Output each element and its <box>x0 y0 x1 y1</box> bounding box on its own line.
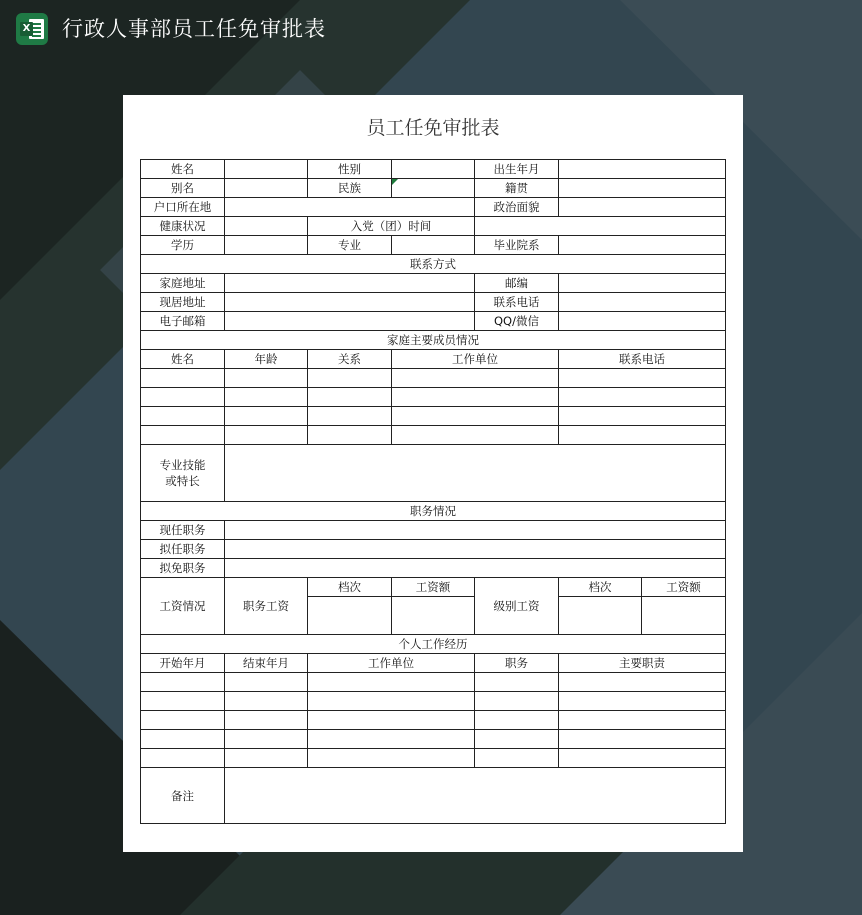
table-cell[interactable] <box>308 407 392 426</box>
section-header-row <box>141 635 726 654</box>
label-skills: 专业技能 或特长 <box>141 445 225 502</box>
table-cell[interactable] <box>225 730 308 749</box>
table-cell[interactable] <box>475 711 559 730</box>
work-col-start: 开始年月 <box>141 654 225 673</box>
label-remarks: 备注 <box>141 768 225 824</box>
input-skills[interactable] <box>225 445 726 502</box>
work-col-position: 职务 <box>475 654 559 673</box>
input-political-status[interactable] <box>559 198 726 217</box>
input-phone[interactable] <box>559 293 726 312</box>
excel-icon: X <box>16 13 48 45</box>
section-work-history: 个人工作经历 <box>141 635 726 654</box>
table-cell[interactable] <box>308 388 392 407</box>
window-title: 行政人事部员工任免审批表 <box>62 17 326 41</box>
table-cell[interactable] <box>308 692 475 711</box>
table-cell[interactable] <box>225 369 308 388</box>
label-position-grade: 档次 <box>308 578 392 597</box>
table-cell[interactable] <box>559 692 726 711</box>
input-education[interactable] <box>225 236 308 255</box>
table-row <box>141 559 726 578</box>
label-qq-wechat: QQ/微信 <box>475 312 559 331</box>
table-cell[interactable] <box>141 749 225 768</box>
family-col-phone: 联系电话 <box>559 350 726 369</box>
table-cell[interactable] <box>559 673 726 692</box>
table-row <box>141 293 726 312</box>
input-ethnicity[interactable] <box>392 179 475 198</box>
work-row <box>141 711 726 730</box>
table-cell[interactable] <box>141 388 225 407</box>
table-cell[interactable] <box>559 426 726 445</box>
table-row <box>141 768 726 824</box>
table-cell[interactable] <box>308 369 392 388</box>
input-health[interactable] <box>225 217 308 236</box>
label-political-status: 政治面貌 <box>475 198 559 217</box>
approval-form-table <box>140 159 726 824</box>
table-row <box>141 236 726 255</box>
family-row <box>141 388 726 407</box>
table-row <box>141 274 726 293</box>
input-party-join-time[interactable] <box>475 217 726 236</box>
table-row <box>141 198 726 217</box>
family-col-workplace: 工作单位 <box>392 350 559 369</box>
label-gender: 性别 <box>308 160 392 179</box>
document-page <box>123 95 743 852</box>
table-cell[interactable] <box>475 749 559 768</box>
input-level-amount[interactable] <box>642 597 726 635</box>
table-cell[interactable] <box>225 426 308 445</box>
column-header-row <box>141 350 726 369</box>
work-col-end: 结束年月 <box>225 654 308 673</box>
table-row <box>141 312 726 331</box>
section-family: 家庭主要成员情况 <box>141 331 726 350</box>
table-row <box>141 445 726 502</box>
section-contact: 联系方式 <box>141 255 726 274</box>
input-email[interactable] <box>225 312 475 331</box>
table-row <box>141 540 726 559</box>
table-cell[interactable] <box>308 711 475 730</box>
family-row <box>141 407 726 426</box>
section-position: 职务情况 <box>141 502 726 521</box>
table-cell[interactable] <box>141 692 225 711</box>
family-row <box>141 369 726 388</box>
table-cell[interactable] <box>308 426 392 445</box>
cell-comment-marker <box>392 179 398 185</box>
label-level-salary: 级别工资 <box>475 578 559 635</box>
work-row <box>141 749 726 768</box>
label-ethnicity: 民族 <box>308 179 392 198</box>
family-col-relation: 关系 <box>308 350 392 369</box>
label-health: 健康状况 <box>141 217 225 236</box>
work-row <box>141 673 726 692</box>
table-cell[interactable] <box>141 730 225 749</box>
table-row <box>141 217 726 236</box>
input-proposed-remove[interactable] <box>225 559 726 578</box>
table-cell[interactable] <box>308 749 475 768</box>
label-position-salary: 职务工资 <box>225 578 308 635</box>
work-row <box>141 730 726 749</box>
input-remarks[interactable] <box>225 768 726 824</box>
table-row <box>141 160 726 179</box>
table-cell[interactable] <box>141 711 225 730</box>
input-proposed-appoint[interactable] <box>225 540 726 559</box>
work-col-workplace: 工作单位 <box>308 654 475 673</box>
label-proposed-remove: 拟免职务 <box>141 559 225 578</box>
document-title: 员工任免审批表 <box>366 117 500 139</box>
input-qq-wechat[interactable] <box>559 312 726 331</box>
section-header-row <box>141 502 726 521</box>
label-education: 学历 <box>141 236 225 255</box>
input-hukou[interactable] <box>225 198 475 217</box>
work-col-duties: 主要职责 <box>559 654 726 673</box>
table-cell[interactable] <box>225 407 308 426</box>
section-header-row <box>141 255 726 274</box>
table-cell[interactable] <box>475 730 559 749</box>
table-cell[interactable] <box>559 730 726 749</box>
input-gender[interactable] <box>392 160 475 179</box>
title-bar <box>0 0 862 58</box>
table-cell[interactable] <box>225 673 308 692</box>
label-native-place: 籍贯 <box>475 179 559 198</box>
work-row <box>141 692 726 711</box>
label-email: 电子邮箱 <box>141 312 225 331</box>
table-cell[interactable] <box>475 673 559 692</box>
table-cell[interactable] <box>559 369 726 388</box>
label-alias: 别名 <box>141 179 225 198</box>
label-phone: 联系电话 <box>475 293 559 312</box>
label-postcode: 邮编 <box>475 274 559 293</box>
table-cell[interactable] <box>392 407 559 426</box>
table-cell[interactable] <box>141 673 225 692</box>
table-cell[interactable] <box>141 426 225 445</box>
table-cell[interactable] <box>141 407 225 426</box>
table-cell[interactable] <box>559 749 726 768</box>
label-proposed-appoint: 拟任职务 <box>141 540 225 559</box>
label-hukou: 户口所在地 <box>141 198 225 217</box>
input-name[interactable] <box>225 160 308 179</box>
input-native-place[interactable] <box>559 179 726 198</box>
label-name: 姓名 <box>141 160 225 179</box>
table-cell[interactable] <box>308 673 475 692</box>
table-cell[interactable] <box>225 711 308 730</box>
table-cell[interactable] <box>559 388 726 407</box>
label-party-join-time: 入党（团）时间 <box>308 217 475 236</box>
table-cell[interactable] <box>392 369 559 388</box>
input-major[interactable] <box>392 236 475 255</box>
table-row <box>141 578 726 597</box>
table-row <box>141 179 726 198</box>
label-level-grade: 档次 <box>559 578 642 597</box>
input-alias[interactable] <box>225 179 308 198</box>
table-cell[interactable] <box>308 730 475 749</box>
table-cell[interactable] <box>225 749 308 768</box>
column-header-row <box>141 654 726 673</box>
label-level-amount: 工资额 <box>642 578 726 597</box>
table-cell[interactable] <box>392 388 559 407</box>
table-cell[interactable] <box>559 711 726 730</box>
input-current-address[interactable] <box>225 293 475 312</box>
table-cell[interactable] <box>559 407 726 426</box>
input-position-amount[interactable] <box>392 597 475 635</box>
input-postcode[interactable] <box>559 274 726 293</box>
label-birth: 出生年月 <box>475 160 559 179</box>
label-position-amount: 工资额 <box>392 578 475 597</box>
family-col-name: 姓名 <box>141 350 225 369</box>
family-col-age: 年龄 <box>225 350 308 369</box>
input-graduated-from[interactable] <box>559 236 726 255</box>
table-cell[interactable] <box>225 388 308 407</box>
table-cell[interactable] <box>392 426 559 445</box>
input-level-grade[interactable] <box>559 597 642 635</box>
label-salary: 工资情况 <box>141 578 225 635</box>
label-home-address: 家庭地址 <box>141 274 225 293</box>
table-cell[interactable] <box>225 692 308 711</box>
label-current-position: 现任职务 <box>141 521 225 540</box>
section-header-row <box>141 331 726 350</box>
family-row <box>141 426 726 445</box>
input-birth[interactable] <box>559 160 726 179</box>
table-cell[interactable] <box>475 692 559 711</box>
input-home-address[interactable] <box>225 274 475 293</box>
input-current-position[interactable] <box>225 521 726 540</box>
label-current-address: 现居地址 <box>141 293 225 312</box>
label-graduated-from: 毕业院系 <box>475 236 559 255</box>
input-position-grade[interactable] <box>308 597 392 635</box>
table-cell[interactable] <box>141 369 225 388</box>
table-row <box>141 521 726 540</box>
label-major: 专业 <box>308 236 392 255</box>
